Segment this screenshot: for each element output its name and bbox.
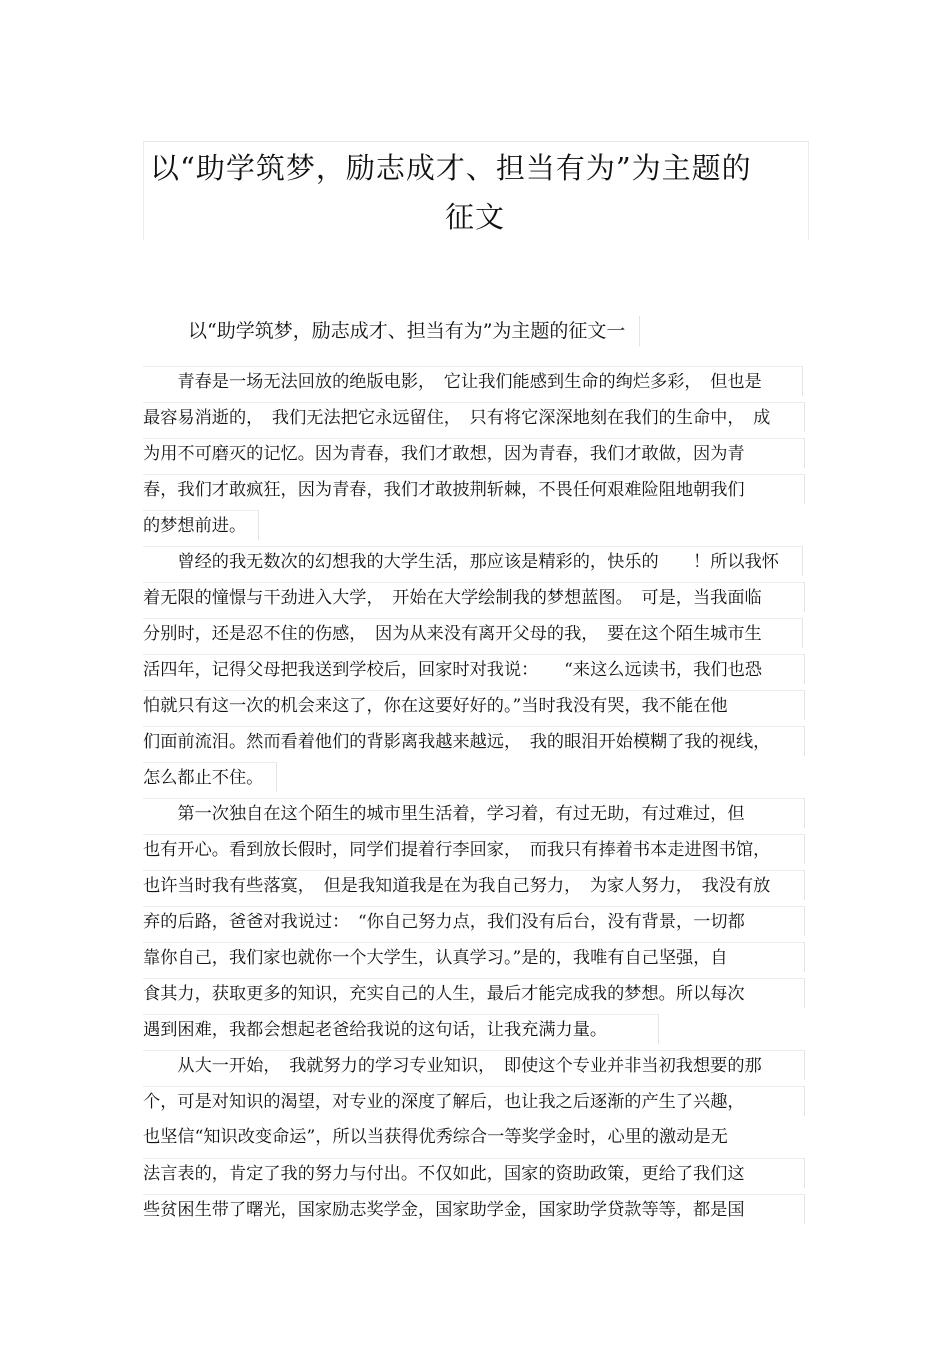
body-text-line: 曾经的我无数次的幻想我的大学生活，那应该是精彩的，快乐的 ！所以我怀 — [143, 546, 803, 576]
body-text-line: 怎么都止不住。 — [143, 762, 277, 792]
body-text-line: 活四年，记得父母把我送到学校后，回家时对我说： “来这么远读书，我们也恐 — [143, 654, 805, 684]
body-text-line: 些贫困生带了曙光，国家励志奖学金，国家助学金，国家助学贷款等等，都是国 — [143, 1194, 805, 1224]
body-text-line: 春，我们才敢疯狂，因为青春，我们才敢披荆斩棘，不畏任何艰难险阻地朝我们 — [143, 474, 805, 504]
body-text-line: 最容易消逝的， 我们无法把它永远留住， 只有将它深深地刻在我们的生命中， 成 — [143, 402, 805, 432]
body-text-line: 也许当时我有些落寞， 但是我知道我是在为我自己努力， 为家人努力， 我没有放 — [143, 870, 805, 900]
body-text-line: 也坚信“知识改变命运”，所以当获得优秀综合一等奖学金时，心里的激动是无 — [143, 1127, 728, 1147]
body-text-line: 法言表的，肯定了我的努力与付出。不仅如此，国家的资助政策，更给了我们这 — [143, 1158, 805, 1188]
body-text-line: 个，可是对知识的渴望，对专业的深度了解后，也让我之后逐渐的产生了兴趣， — [143, 1086, 805, 1116]
body-text-line: 着无限的憧憬与干劲进入大学， 开始在大学绘制我的梦想蓝图。 可是，当我面临 — [143, 582, 805, 612]
body-text-line: 第一次独自在这个陌生的城市里生活着，学习着，有过无助，有过难过，但 — [143, 798, 805, 828]
body-text-line: 遇到困难，我都会想起老爸给我说的这句话，让我充满力量。 — [143, 1014, 659, 1044]
body-text-line: 靠你自己，我们家也就你一个大学生，认真学习。”是的，我唯有自己坚强，自 — [143, 942, 805, 972]
body-text-line: 的梦想前进。 — [143, 510, 259, 540]
body-text-line: 分别时，还是忍不住的伤感， 因为从来没有离开父母的我， 要在这个陌生城市生 — [143, 618, 803, 648]
document-title-line-1: 以“助学筑梦，励志成才、担当有为”为主题的 — [150, 151, 752, 185]
body-text-line: 青春是一场无法回放的绝版电影， 它让我们能感到生命的绚烂多彩， 但也是 — [143, 366, 803, 396]
body-text-line: 怕就只有这一次的机会来这了，你在这要好好的。”当时我没有哭，我不能在他 — [143, 690, 805, 720]
section-heading: 以“助学筑梦，励志成才、担当有为”为主题的征文一 — [188, 316, 640, 346]
body-text-line: 从大一开始， 我就努力的学习专业知识， 即使这个专业并非当初我想要的那 — [143, 1050, 805, 1080]
body-text-line: 弃的后路，爸爸对我说过： “你自己努力点，我们没有后台，没有背景，一切都 — [143, 906, 805, 936]
body-text-line: 食其力，获取更多的知识，充实自己的人生，最后才能完成我的梦想。所以每次 — [143, 978, 805, 1008]
body-text-line: 们面前流泪。然而看着他们的背影离我越来越远， 我的眼泪开始模糊了我的视线， — [143, 726, 805, 756]
body-text-line: 也有开心。看到放长假时，同学们提着行李回家， 而我只有捧着书本走进图书馆， — [143, 834, 805, 864]
body-text-line: 为用不可磨灭的记忆。因为青春，我们才敢想，因为青春，我们才敢做，因为青 — [143, 438, 805, 468]
document-title-line-2: 征文 — [445, 200, 506, 234]
